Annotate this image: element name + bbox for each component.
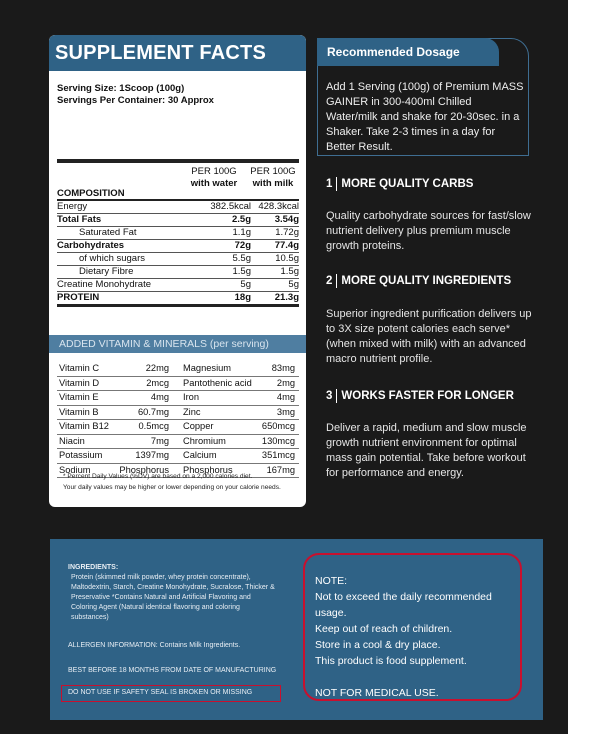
ingredients-title: INGREDIENTS: xyxy=(68,564,119,571)
benefit-heading-1: 1 MORE QUALITY CARBS xyxy=(326,178,474,190)
safety-seal-warning: DO NOT USE IF SAFETY SEAL IS BROKEN OR MISSING xyxy=(61,685,281,702)
table-row: Total Fats 2.5g 3.54g xyxy=(57,214,299,225)
table-row: Saturated Fat 1.1g 1.72g xyxy=(57,227,299,240)
benefit-heading-2: 2 MORE QUALITY INGREDIENTS xyxy=(326,275,512,287)
table-row: Potassium 1397mg Calcium 351mcg xyxy=(57,449,299,464)
table-row: Vitamin B12 0.5mcg Copper 650mcg xyxy=(57,420,299,435)
benefit-heading-3: 3 WORKS FASTER FOR LONGER xyxy=(326,390,514,402)
table-row: Creatine Monohydrate 5g 5g xyxy=(57,279,299,290)
supplement-facts-title: SUPPLEMENT FACTS xyxy=(49,35,306,71)
ingredients xyxy=(68,563,278,623)
table-row: Niacin 7mg Chromium 130mcg xyxy=(57,435,299,450)
benefit-text-1: Quality carbohydrate sources for fast/slow nutrient delivery plus premium muscle growth proteins. xyxy=(326,210,531,252)
serving-size: Serving Size: 1Scoop (100g) xyxy=(57,83,185,94)
table-row: Sodium Phosphorus Phosphorus 167mg xyxy=(57,464,299,479)
divider xyxy=(57,159,299,163)
note-line: Not to exceed the daily recommended usage. xyxy=(315,591,492,619)
composition-label: COMPOSITION xyxy=(57,188,125,199)
supplement-facts-panel xyxy=(49,35,306,507)
serving-info xyxy=(57,83,214,107)
spacer xyxy=(315,669,520,685)
footnote: * Percent Daily Values (%DV) are based on a 2,000 calories diet. Your daily values may be higher or lower depending on your calorie needs. xyxy=(63,473,281,491)
composition-table xyxy=(57,201,299,307)
vitamins-table xyxy=(57,362,299,478)
vitamins-title: ADDED VITAMIN & MINERALS (per serving) xyxy=(49,335,306,353)
table-row: Dietary Fibre 1.5g 1.5g xyxy=(57,266,299,279)
table-row: Vitamin C 22mg Magnesium 83mg xyxy=(57,362,299,377)
column-milk: PER 100G with milk xyxy=(250,166,296,189)
benefit-text-3: Deliver a rapid, medium and slow muscle growth nutrient environment for optimal mass gain potential. Take before workout for performance and energy. xyxy=(326,422,527,479)
servings-per-container: Servings Per Container: 30 Approx xyxy=(57,95,214,106)
allergen-info: ALLERGEN INFORMATION: Contains Milk Ingredients. xyxy=(68,642,241,649)
best-before: BEST BEFORE 18 MONTHS FROM DATE OF MANUFACTURING xyxy=(68,667,277,674)
note-line: This product is food supplement. xyxy=(315,655,467,667)
ingredients-panel xyxy=(50,539,543,720)
benefit-text-2: Superior ingredient purification delivers up to 3X size potent calories each serve* (when mixed with milk) with an advanced macro nutrient profile. xyxy=(326,308,532,365)
note-line: Keep out of reach of children. xyxy=(315,623,453,635)
column-water: PER 100G with water xyxy=(190,166,238,189)
dosage-title: Recommended Dosage xyxy=(317,38,499,66)
table-row: of which sugars 5.5g 10.5g xyxy=(57,253,299,266)
ingredients-text: Protein (skimmed milk powder, whey protein concentrate), Maltodextrin, Starch, Creatine Monohydrate, Sucralose, Thicker & Preservative *Contains Natural and Artificial Flavoring and Coloring Agent (Natural identical flavoring and coloring substances) xyxy=(71,574,275,621)
table-row: PROTEIN 18g 21.3g xyxy=(57,292,299,307)
table-row: Vitamin D 2mcg Pantothenic acid 2mg xyxy=(57,377,299,392)
table-row: Vitamin E 4mg Iron 4mg xyxy=(57,391,299,406)
table-row: Carbohydrates 72g 77.4g xyxy=(57,240,299,251)
dosage-text: Add 1 Serving (100g) of Premium MASS GAINER in 300-400ml Chilled Water/milk and shake for 20-30sec. in a Shaker. Take 2-3 times in a day for Better Result. xyxy=(326,81,524,153)
note-line: Store in a cool & dry place. xyxy=(315,639,441,651)
table-row: Energy 382.5kcal 428.3kcal xyxy=(57,201,299,212)
note-box xyxy=(303,553,522,701)
note-title: NOTE: xyxy=(315,575,348,587)
note-medical: NOT FOR MEDICAL USE. xyxy=(315,687,439,699)
table-row: Vitamin B 60.7mg Zinc 3mg xyxy=(57,406,299,421)
